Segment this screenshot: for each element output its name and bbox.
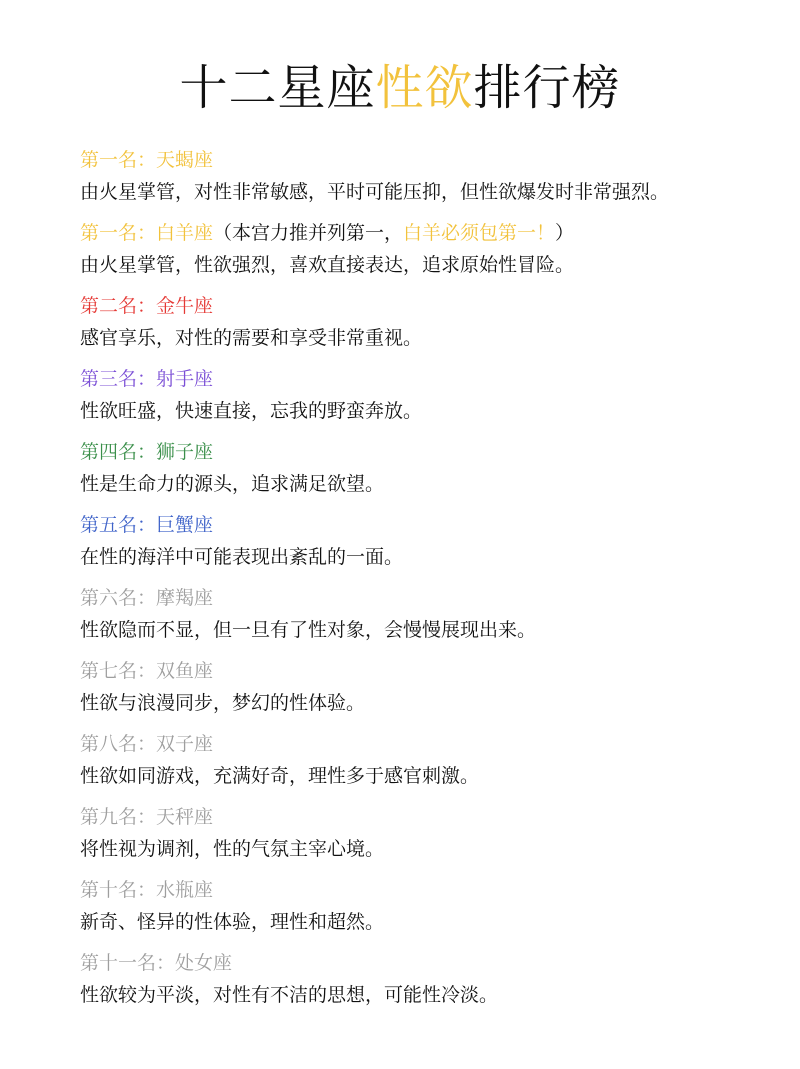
rank-heading [80,217,780,249]
ranking-entry [80,874,780,947]
title-part-2: 排行榜 [473,60,621,116]
rank-description: 感官享乐，对性的需要和享受非常重视。 [80,327,423,349]
ranking-entry [80,655,780,728]
rank-description: 性欲较为平淡，对性有不洁的思想，可能性冷淡。 [80,984,499,1006]
ranking-entry [80,436,780,509]
rank-note: （本宫力推并列第一， [213,222,404,244]
rank-description: 将性视为调剂，性的气氛主宰心境。 [80,838,385,860]
ranking-entry [80,509,780,582]
rank-description: 由火星掌管，对性非常敏感，平时可能压抑，但性欲爆发时非常强烈。 [80,181,670,203]
ranking-entry [80,728,780,801]
rank-note-close: ） [555,222,575,244]
title-highlight: 性欲 [375,60,474,116]
ranking-entry [80,144,780,217]
rank-description: 性欲隐而不显，但一旦有了性对象，会慢慢展现出来。 [80,619,537,641]
rank-description: 在性的海洋中可能表现出紊乱的一面。 [80,546,404,568]
rank-description: 由火星掌管，性欲强烈，喜欢直接表达，追求原始性冒险。 [80,254,575,276]
rank-label: 第十名：水瓶座 [80,879,214,901]
ranking-entry [80,290,780,363]
ranking-entry [80,363,780,436]
title-part-1: 十二星座 [179,60,376,116]
rank-description: 性欲与浪漫同步，梦幻的性体验。 [80,692,366,714]
rank-label: 第八名：双子座 [80,733,214,755]
rank-label: 第四名：狮子座 [80,441,214,463]
rank-label: 第九名：天秤座 [80,806,214,828]
rank-description: 新奇、怪异的性体验，理性和超然。 [80,911,385,933]
rank-description: 性是生命力的源头，追求满足欲望。 [80,473,385,495]
rank-description: 性欲旺盛，快速直接，忘我的野蛮奔放。 [80,400,423,422]
rank-label: 第一名：天蝎座 [80,149,214,171]
rank-label: 第十一名：处女座 [80,952,233,974]
rank-label: 第一名：白羊座 [80,222,214,244]
ranking-entry [80,582,780,655]
rank-label: 第七名：双鱼座 [80,660,214,682]
ranking-entry [80,801,780,874]
ranking-list [80,144,780,1020]
rank-label: 第五名：巨蟹座 [80,514,214,536]
rank-label: 第二名：金牛座 [80,295,214,317]
rank-label: 第三名：射手座 [80,368,214,390]
page-title [0,56,800,120]
ranking-entry [80,947,780,1020]
rank-note-highlight: 白羊必须包第一！ [403,222,556,244]
ranking-entry [80,217,780,290]
rank-description: 性欲如同游戏，充满好奇，理性多于感官刺激。 [80,765,480,787]
rank-label: 第六名：摩羯座 [80,587,214,609]
